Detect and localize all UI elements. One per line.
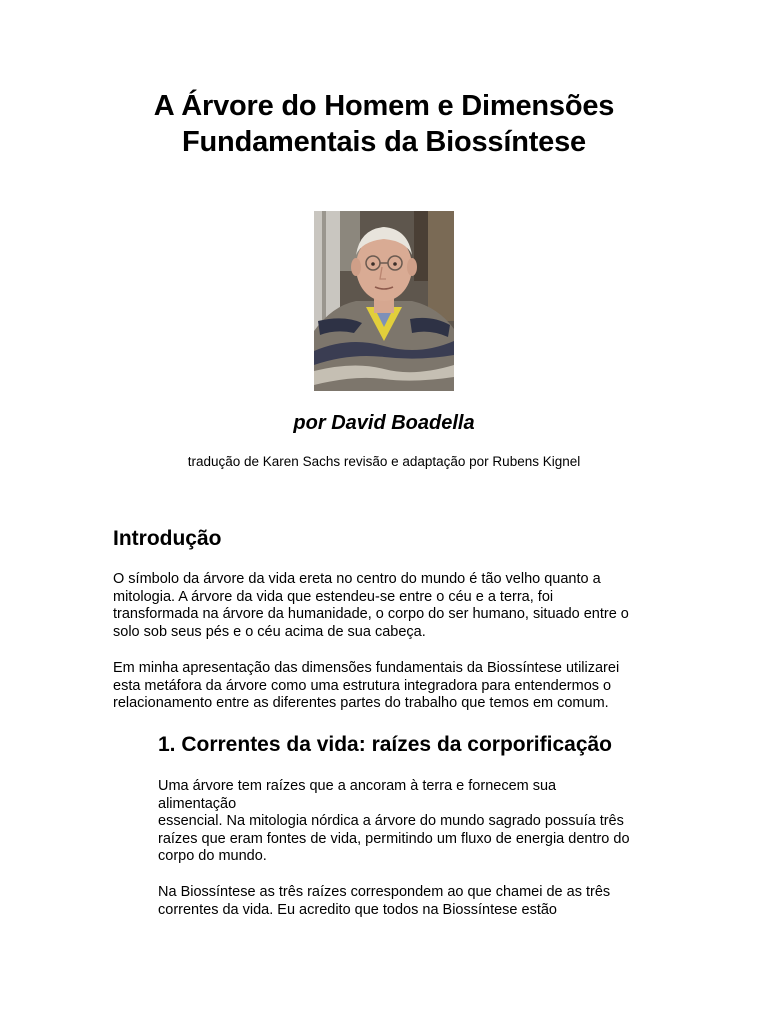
- text-line: essencial. Na mitologia nórdica a árvore do mundo sagrado possuía três: [158, 813, 624, 830]
- text-line: O símbolo da árvore da vida ereta no centro do mundo é tão velho quanto a: [113, 571, 601, 587]
- section-heading-introducao: Introdução: [113, 527, 222, 550]
- text-line: Uma árvore tem raízes que a ancoram à terra e fornecem sua: [158, 778, 557, 794]
- text-line: esta metáfora da árvore como uma estrutura integradora para entendermos o: [113, 677, 612, 694]
- intro-paragraph-2: [113, 660, 663, 713]
- text-line: solo sob seus pés e o céu acima de sua cabeça.: [113, 623, 426, 640]
- text-line: correntes da vida. Eu acredito que todos na Biossíntese estão: [158, 901, 557, 918]
- text-line: Na Biossíntese as três raízes correspondem ao que chamei de as três: [158, 884, 611, 900]
- section-1-paragraph-1: [158, 778, 663, 866]
- author-portrait-photo: [314, 211, 454, 391]
- title-line: A Árvore do Homem e Dimensões: [153, 90, 615, 122]
- translation-credits: tradução de Karen Sachs revisão e adaptação por Rubens Kignel: [187, 454, 581, 469]
- author-byline: por David Boadella: [293, 412, 475, 434]
- title-line: Fundamentais da Biossíntese: [182, 126, 586, 158]
- text-line: transformada na árvore da humanidade, o corpo do ser humano, situado entre o: [113, 606, 629, 623]
- portrait-illustration: [314, 211, 454, 391]
- text-line: raízes que eram fontes de vida, permitindo um fluxo de energia dentro do: [158, 830, 630, 847]
- text-line: relacionamento entre as diferentes partes do trabalho que temos em comum.: [113, 695, 609, 712]
- intro-paragraph-1: [113, 571, 663, 641]
- text-line: mitologia. A árvore da vida que estendeu-se entre o céu e a terra, foi: [113, 588, 554, 605]
- text-line: Em minha apresentação das dimensões fundamentais da Biossíntese utilizarei: [113, 660, 620, 676]
- document-title: [0, 88, 768, 160]
- text-line: corpo do mundo.: [158, 848, 267, 865]
- section-heading-correntes-da-vida: 1. Correntes da vida: raízes da corporificação: [158, 733, 613, 756]
- text-line: alimentação: [158, 795, 237, 812]
- section-1-paragraph-2: [158, 884, 663, 919]
